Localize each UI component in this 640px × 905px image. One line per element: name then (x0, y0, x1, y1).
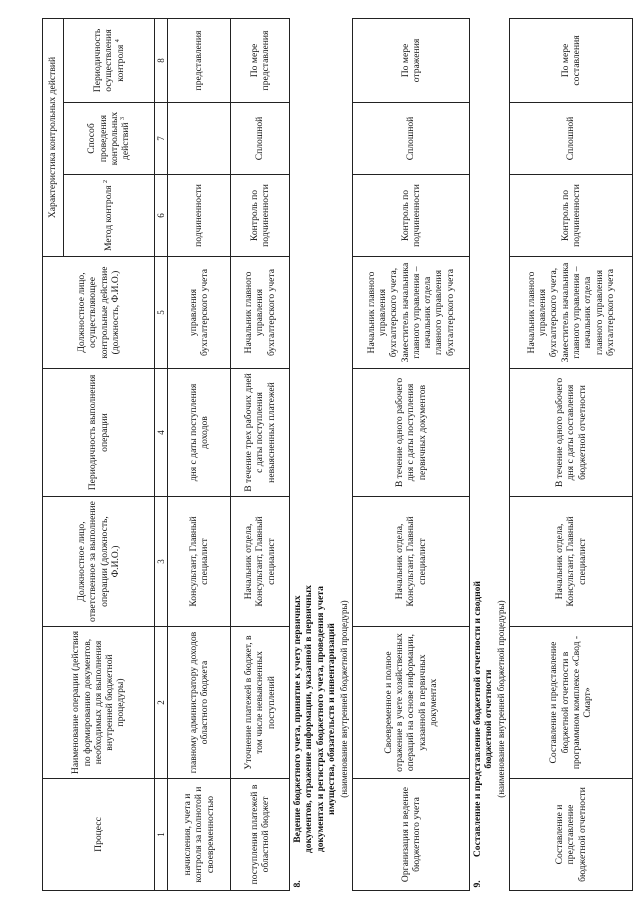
table-row (168, 18, 231, 890)
cell-frequency: По мере отражения (352, 18, 469, 102)
section-number: 9. (471, 880, 483, 888)
cell-process: поступления платежей в областной бюджет (231, 779, 290, 891)
cell-responsible: Начальник отдела, Консультант, Главный специалист (510, 497, 633, 627)
cell-way (168, 103, 231, 175)
header-method: Метод контроля $^2$ (64, 175, 155, 257)
cell-frequency: По мере представления (231, 18, 290, 102)
section-title: Составление и представление бюджетной отчетности и сводной бюджетной отчетности (471, 581, 495, 858)
cell-way: Сплошной (352, 103, 469, 175)
col-number: 5 (155, 257, 168, 369)
col-number: 3 (155, 497, 168, 627)
cell-responsible: Начальник отдела, Консультант, Главный специалист (352, 497, 469, 627)
col-number: 7 (155, 103, 168, 175)
col-number: 8 (155, 18, 168, 102)
cell-responsible: Консультант, Главный специалист (168, 497, 231, 627)
cell-method: Контроль по подчиненности (352, 175, 469, 257)
cell-controller: управления бухгалтерского учета (168, 257, 231, 369)
header-periodicity: Периодичность выполнения операции (43, 369, 155, 497)
col-number: 4 (155, 369, 168, 497)
cell-frequency: представления (168, 18, 231, 102)
header-responsible: Должностное лицо, ответственное за выполнение операции (должность, Ф.И.О.) (43, 497, 155, 627)
cell-way: Сплошной (510, 103, 633, 175)
section-subtitle: (наименование внутренней бюджетной процедуры) (339, 600, 350, 798)
cell-operation: Составление и представление бюджетной отчетности в программном комплексе «Свод - Смарт» (510, 627, 633, 779)
header-frequency: Периодичность осуществления контроля $^4$ (64, 18, 155, 102)
cell-controller: Начальник главного управления бухгалтерского учета (231, 257, 290, 369)
section-subtitle: (наименование внутренней бюджетной процедуры) (496, 600, 507, 798)
table-row (352, 18, 469, 890)
header-operation: Наименование операции (действия по формированию документов, необходимых для выполнения внутренней бюджетной процедуры) (43, 627, 155, 779)
column-number-row (155, 18, 168, 890)
col-number: 1 (155, 779, 168, 891)
cell-process: начисления, учета и контроля за полнотой и своевременностью (168, 779, 231, 891)
header-row-group (43, 18, 64, 890)
cell-controller: Начальник главного управления бухгалтерского учета, Заместитель начальника главного управления – начальник отдела главного управления бухгалтерского учета (510, 257, 633, 369)
cell-periodicity: В течение трех рабочих дней с даты поступления невыясненных платежей (231, 369, 290, 497)
cell-periodicity: В течение одного рабочего дня с даты поступления первичных документов (352, 369, 469, 497)
col-number: 2 (155, 627, 168, 779)
table-row (510, 18, 633, 890)
cell-method: Контроль по подчиненности (231, 175, 290, 257)
cell-periodicity: В течение одного рабочего дня с даты составления бюджетной отчетности (510, 369, 633, 497)
table-row (231, 18, 290, 890)
cell-operation: Уточнение платежей в бюджет, в том числе невыясненных поступлений (231, 627, 290, 779)
header-control-group: Характеристика контрольных действий (43, 18, 64, 256)
cell-process: Организация и ведение бюджетного учета (352, 779, 469, 891)
section-title: Ведение бюджетного учета, принятие к учету первичных документов, отражение информации, указанной в первичных документах и регистрах бюджетного учета, проведения учета имущества, обязательств и инвентаризаций (292, 585, 337, 854)
cell-method: Контроль по подчиненности (510, 175, 633, 257)
control-actions-table (42, 18, 633, 891)
cell-controller: Начальник главного управления бухгалтерского учета, Заместитель начальника главного управления – начальник отдела главного управления бухгалтерского учета (352, 257, 469, 369)
section-8-header (290, 18, 353, 890)
header-way: Способ проведения контрольных действий $^3$ (64, 103, 155, 175)
cell-process: Составление и представление бюджетной отчетности (510, 779, 633, 891)
cell-way: Сплошной (231, 103, 290, 175)
cell-operation: главному администратору доходов областного бюджета (168, 627, 231, 779)
cell-operation: Своевременное и полное отражение в учете хозяйственных операций на основе информации, указанной в первичных документах (352, 627, 469, 779)
header-controller: Должностное лицо, осуществляющее контрольные действие (должность, Ф.И.О.) (43, 257, 155, 369)
cell-method: подчиненности (168, 175, 231, 257)
cell-periodicity: дня с даты поступления доходов (168, 369, 231, 497)
cell-responsible: Начальник отдела, Консультант, Главный специалист (231, 497, 290, 627)
cell-frequency: По мере составления (510, 18, 633, 102)
header-process: Процесс (43, 779, 155, 891)
section-9-header (469, 18, 509, 890)
section-number: 8. (292, 880, 303, 888)
col-number: 6 (155, 175, 168, 257)
